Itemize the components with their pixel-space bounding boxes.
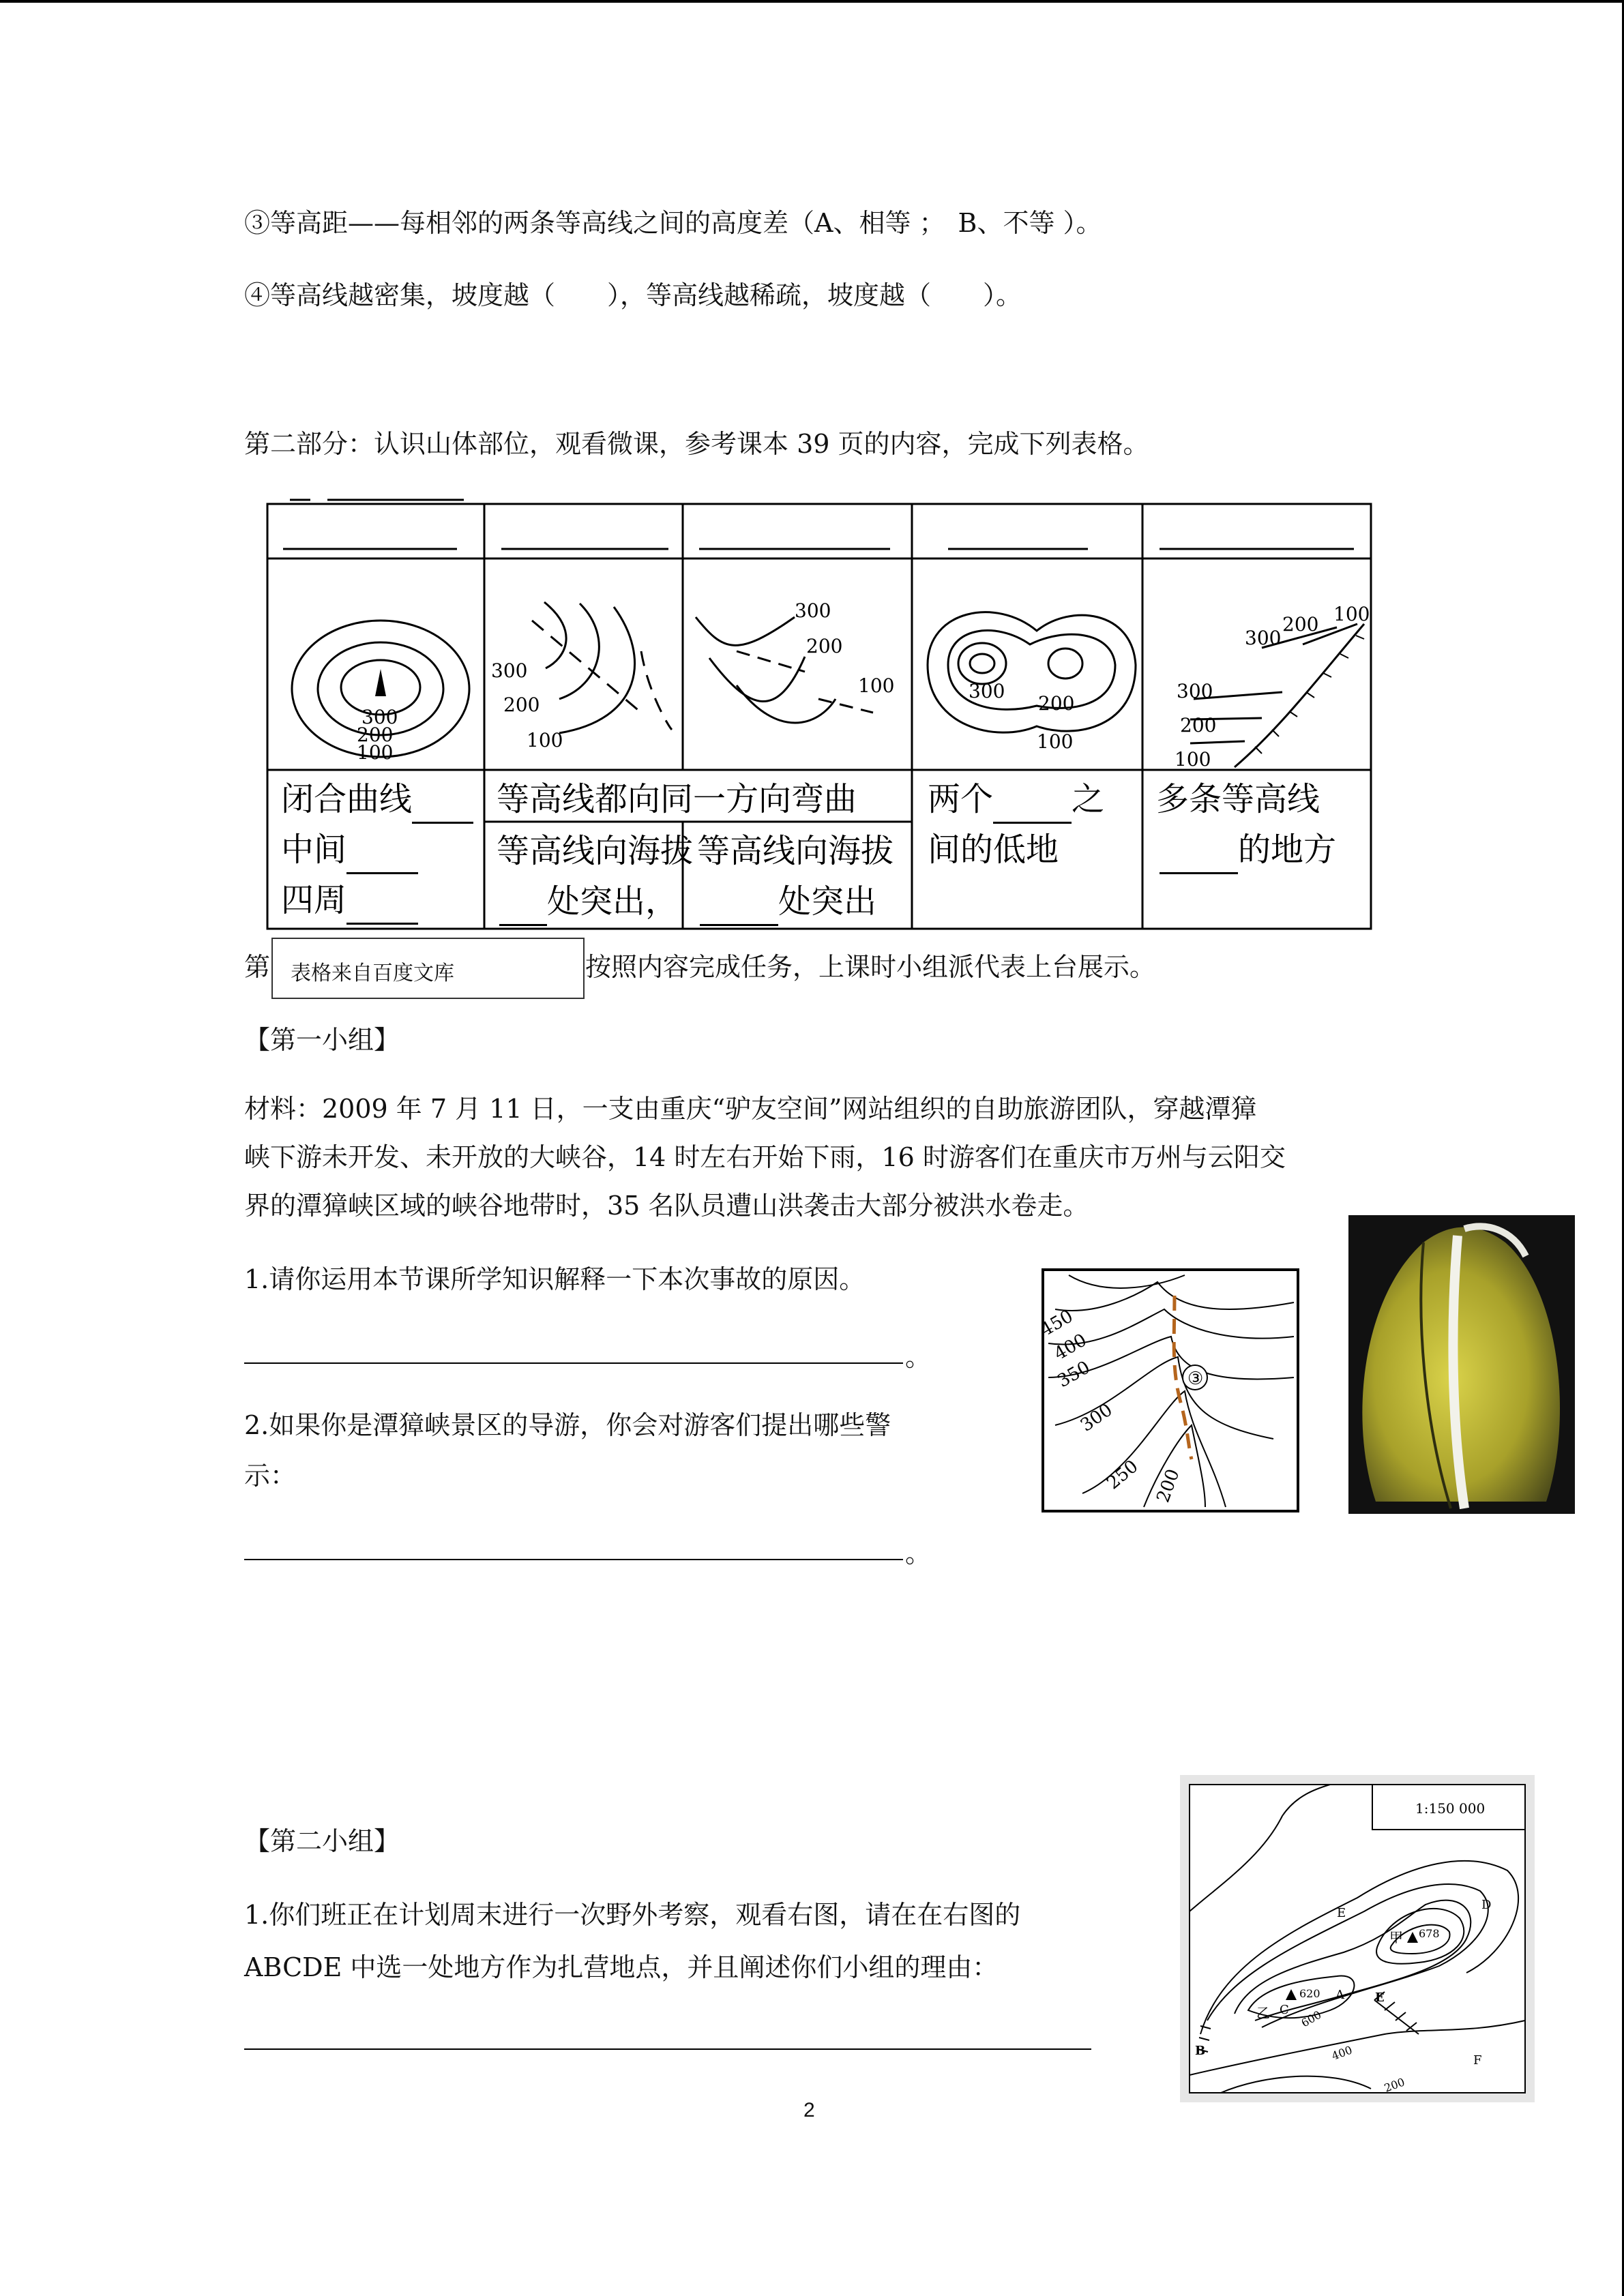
map-label-200: 200	[1382, 2075, 1407, 2095]
map-label-400: 400	[1050, 1330, 1091, 1365]
fig2-label-100: 100	[527, 729, 563, 751]
map-label-350: 350	[1054, 1357, 1094, 1392]
group1-question-2-line1: 2.如果你是潭獐峡景区的导游，你会对游客们提出哪些警	[244, 1410, 891, 1440]
top-border	[0, 0, 1624, 3]
group2-heading: 【第二小组】	[244, 1826, 400, 1856]
map-label-b: B	[1195, 2044, 1206, 2058]
fig3-label-200: 200	[806, 635, 843, 657]
map-label-250: 250	[1103, 1456, 1142, 1494]
desc3-line1: 等高线向海拔	[697, 832, 894, 870]
page-number: 2	[803, 2099, 815, 2121]
group2-question-1-line2: ABCDE 中选一处地方作为扎营地点，并且阐述你们小组的理由：	[244, 1952, 999, 1982]
map-label-d: D	[1481, 1898, 1492, 1912]
fig4-label-100: 100	[1037, 730, 1074, 753]
group2-question-1-line1: 1.你们班正在计划周末进行一次野外考察，观看右图，请在在右图的	[244, 1900, 1021, 1930]
map-scale: 1:150 000	[1415, 1800, 1486, 1817]
desc5-line1: 多条等高线	[1156, 780, 1320, 818]
peak-triangle-icon	[375, 669, 386, 696]
map-label-c: C	[1280, 2003, 1289, 2017]
fig1-label-200: 200	[357, 724, 394, 746]
desc3-line2: 处突出	[700, 877, 876, 926]
answer-line-1-period: 。	[905, 1342, 932, 1372]
answer-line-1[interactable]	[244, 1362, 903, 1364]
answer-line-2-period: 。	[905, 1538, 932, 1568]
saddle-contours	[928, 612, 1136, 732]
ridge-contours	[532, 602, 672, 733]
desc1-line1: 闭合曲线	[281, 775, 473, 824]
pomelo-photo	[1348, 1215, 1575, 1514]
fig2-label-300: 300	[491, 659, 528, 682]
fig1-label-100: 100	[357, 741, 394, 764]
map-label-450: 450	[1037, 1306, 1077, 1341]
material-line-1: 材料：2009 年 7 月 11 日，一支由重庆“驴友空间”网站组织的自助旅游团队，穿越潭獐	[244, 1094, 1257, 1124]
map-label-300: 300	[1076, 1399, 1117, 1436]
answer-line-2[interactable]	[244, 1559, 903, 1560]
map-label-678: 678	[1419, 1927, 1440, 1940]
desc4-line2: 间的低地	[928, 831, 1059, 869]
fig4-label-300: 300	[969, 680, 1005, 702]
map-label-a: A	[1335, 1988, 1344, 2002]
canyon-contour-map	[1037, 1268, 1301, 1514]
group1-heading: 【第一小组】	[244, 1025, 400, 1055]
map-label-600: 600	[1299, 2008, 1324, 2030]
fig5-label-200: 200	[1282, 613, 1319, 636]
desc2-line2: 处突出，	[499, 877, 678, 926]
group1-question-1: 1.请你运用本节课所学知识解释一下本次事故的原因。	[244, 1264, 866, 1294]
map-label-620: 620	[1299, 1987, 1320, 2000]
part3-intro-rest: 按照内容完成任务，上课时小组派代表上台展示。	[585, 952, 1156, 982]
fig5-label-200b: 200	[1180, 714, 1217, 736]
material-line-3: 界的潭獐峡区域的峡谷地带时，35 名队员遭山洪袭击大部分被洪水卷走。	[244, 1191, 1089, 1221]
part3-intro-start: 第	[244, 952, 271, 982]
desc1-line2: 中间	[281, 825, 418, 874]
map-marker-3: ③	[1187, 1369, 1204, 1389]
desc4-line1: 两个 之	[928, 775, 1104, 824]
fig5-label-100: 100	[1333, 603, 1370, 625]
map-label-e2: E	[1375, 1991, 1385, 2005]
map-label-200: 200	[1153, 1466, 1184, 1506]
valley-contours	[696, 617, 873, 723]
fig4-label-200: 200	[1038, 692, 1075, 715]
map-label-f: F	[1473, 2053, 1482, 2068]
source-overlay-text: 表格来自百度文库	[291, 961, 454, 985]
fig3-label-300: 300	[795, 599, 831, 622]
map-label-jia: 甲	[1389, 1929, 1403, 1945]
fig5-label-300b: 300	[1177, 680, 1213, 702]
group1-question-2-line2: 示：	[244, 1461, 297, 1491]
material-line-2: 峡下游未开发、未开放的大峡谷，14 时左右开始下雨，16 时游客们在重庆市万州与云阳交	[244, 1142, 1286, 1172]
map-label-e: E	[1337, 1906, 1346, 1920]
fig5-label-100b: 100	[1175, 748, 1211, 771]
desc2-line1: 等高线向海拔	[497, 832, 694, 870]
desc1-line3: 四周	[281, 876, 418, 925]
map-label-400: 400	[1329, 2043, 1355, 2063]
group1-material	[244, 1085, 1404, 1230]
cliff-ticks	[1255, 636, 1364, 754]
campsite-topo-map	[1180, 1775, 1535, 2102]
part2-intro: 第二部分：认识山体部位，观看微课，参考课本 39 页的内容，完成下列表格。	[244, 429, 1149, 459]
item-4-text: ④等高线越密集，坡度越（ ），等高线越稀疏，坡度越（ ）。	[244, 280, 1022, 310]
desc5-line2: 的地方	[1160, 825, 1336, 874]
desc-shared: 等高线都向同一方向弯曲	[497, 780, 857, 818]
fig1-label-300: 300	[361, 706, 398, 728]
item-3-text: ③等高距——每相邻的两条等高线之间的高度差（A、相等 ； B、不等 ）。	[244, 208, 1102, 238]
answer-line-3[interactable]	[244, 2048, 1091, 2050]
source-overlay-box	[271, 938, 585, 999]
fig3-label-100: 100	[858, 674, 895, 697]
fig2-label-200: 200	[503, 694, 540, 716]
map-label-yi: 乙	[1256, 2005, 1270, 2021]
fig5-label-300: 300	[1245, 627, 1282, 649]
